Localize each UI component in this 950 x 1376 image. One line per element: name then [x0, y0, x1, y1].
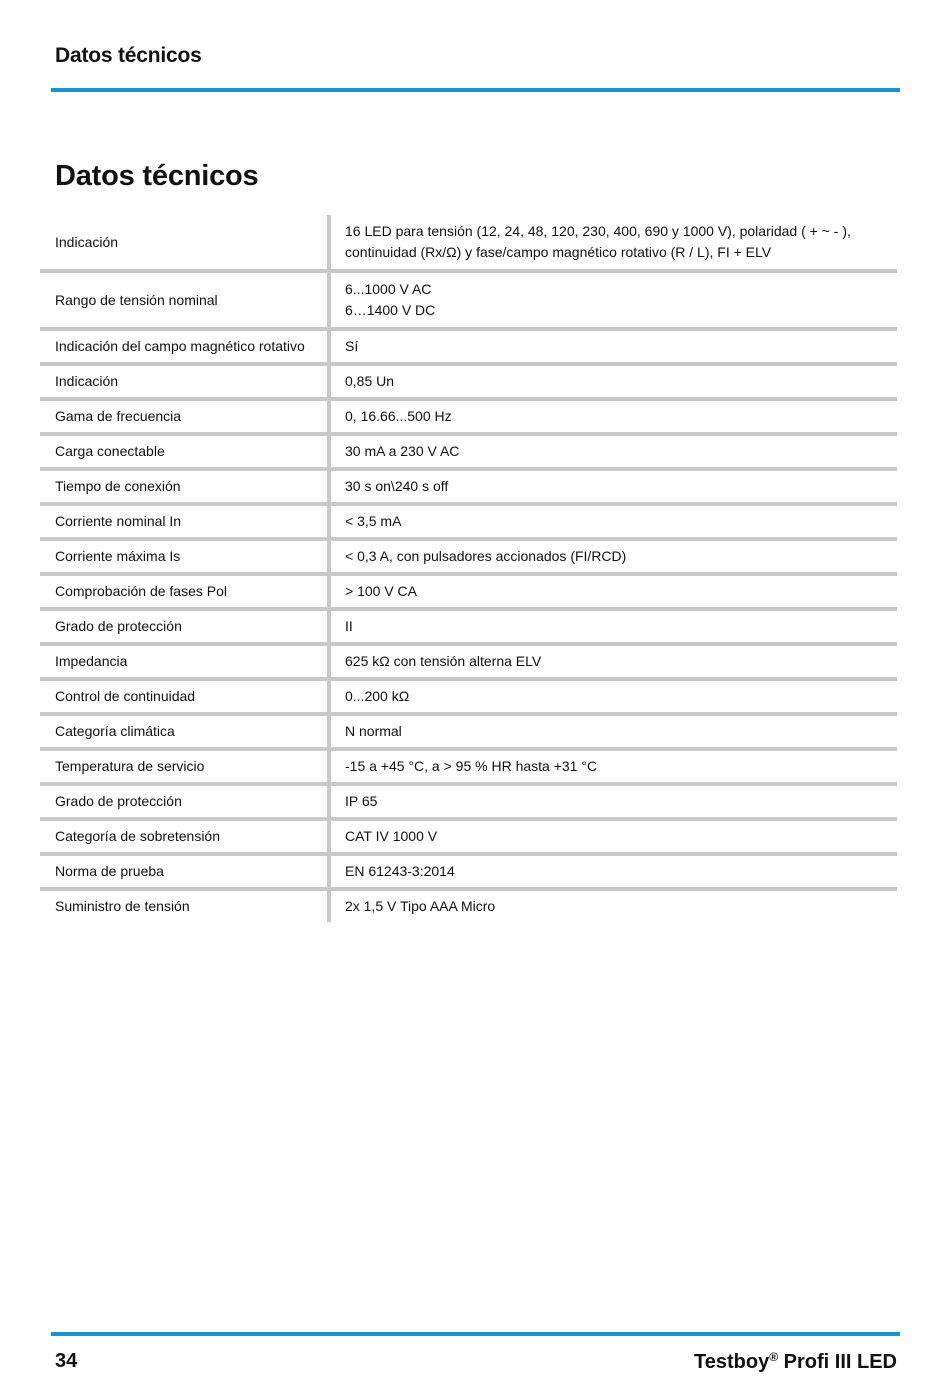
spec-value — [329, 854, 897, 889]
spec-value-line: CAT IV 1000 V — [345, 828, 438, 844]
spec-value-line: < 0,3 A, con pulsadores accionados (FI/RCD) — [345, 548, 627, 564]
product-name — [694, 1350, 897, 1374]
table-row — [40, 819, 897, 854]
spec-value-line: 625 kΩ con tensión alterna ELV — [345, 653, 542, 669]
table-row — [40, 539, 897, 574]
table-row — [40, 749, 897, 784]
spec-label: Comprobación de fases Pol — [40, 574, 329, 609]
spec-value — [329, 714, 897, 749]
spec-label: Indicación — [40, 215, 329, 271]
table-row — [40, 574, 897, 609]
spec-value — [329, 434, 897, 469]
table-row — [40, 469, 897, 504]
spec-label: Gama de frecuencia — [40, 399, 329, 434]
table-row — [40, 679, 897, 714]
running-header-title: Datos técnicos — [55, 44, 202, 67]
spec-value — [329, 329, 897, 364]
table-row — [40, 271, 897, 329]
spec-value — [329, 644, 897, 679]
table-row — [40, 784, 897, 819]
spec-value-line: II — [345, 618, 353, 634]
spec-label: Grado de protección — [40, 784, 329, 819]
spec-value — [329, 504, 897, 539]
table-row — [40, 609, 897, 644]
spec-value — [329, 215, 897, 271]
table-row — [40, 364, 897, 399]
spec-label: Categoría climática — [40, 714, 329, 749]
spec-value-line: 6…1400 V DC — [345, 302, 436, 318]
header-rule — [51, 88, 900, 92]
spec-value-line: 2x 1,5 V Tipo AAA Micro — [345, 898, 496, 914]
spec-value-line: 16 LED para tensión (12, 24, 48, 120, 230, 400, 690 y 1000 V), polaridad ( + ~ - ), — [345, 223, 851, 239]
spec-label: Temperatura de servicio — [40, 749, 329, 784]
table-row — [40, 504, 897, 539]
table-row — [40, 399, 897, 434]
spec-value-line: N normal — [345, 723, 402, 739]
spec-label: Grado de protección — [40, 609, 329, 644]
page-title: Datos técnicos — [55, 160, 259, 192]
spec-value — [329, 679, 897, 714]
spec-value-line: IP 65 — [345, 793, 378, 809]
spec-value — [329, 889, 897, 922]
spec-value — [329, 399, 897, 434]
spec-value-line: 30 s on\240 s off — [345, 478, 449, 494]
spec-label: Tiempo de conexión — [40, 469, 329, 504]
spec-value-line: 0...200 kΩ — [345, 688, 410, 704]
spec-label: Suministro de tensión — [40, 889, 329, 922]
spec-value — [329, 469, 897, 504]
table-row — [40, 854, 897, 889]
table-row — [40, 329, 897, 364]
spec-value-line: 30 mA a 230 V AC — [345, 443, 460, 459]
spec-value — [329, 364, 897, 399]
spec-value — [329, 749, 897, 784]
table-row — [40, 644, 897, 679]
brand-name: Testboy — [694, 1351, 770, 1373]
spec-value-line: 0,85 Un — [345, 373, 395, 389]
spec-value-line: continuidad (Rx/Ω) y fase/campo magnético rotativo (R / L), FI + ELV — [345, 244, 772, 260]
table-row — [40, 215, 897, 271]
footer-rule — [51, 1332, 900, 1336]
spec-label: Indicación del campo magnético rotativo — [40, 329, 329, 364]
spec-value-line: > 100 V CA — [345, 583, 417, 599]
spec-value — [329, 574, 897, 609]
spec-value — [329, 271, 897, 329]
spec-label: Categoría de sobretensión — [40, 819, 329, 854]
spec-label: Corriente máxima Is — [40, 539, 329, 574]
spec-label: Corriente nominal In — [40, 504, 329, 539]
spec-label: Norma de prueba — [40, 854, 329, 889]
model-name: Profi III LED — [783, 1351, 897, 1373]
registered-mark: ® — [769, 1350, 779, 1364]
spec-value-line: Sí — [345, 338, 359, 354]
spec-label: Impedancia — [40, 644, 329, 679]
spec-label: Rango de tensión nominal — [40, 271, 329, 329]
table-row — [40, 714, 897, 749]
table-row — [40, 434, 897, 469]
page-number: 34 — [55, 1350, 78, 1372]
technical-data-table — [40, 215, 897, 922]
spec-value-line: -15 a +45 °C, a > 95 % HR hasta +31 °C — [345, 758, 598, 774]
spec-value — [329, 539, 897, 574]
spec-label: Control de continuidad — [40, 679, 329, 714]
spec-value — [329, 819, 897, 854]
spec-value — [329, 784, 897, 819]
spec-value-line: 0, 16.66...500 Hz — [345, 408, 452, 424]
spec-label: Indicación — [40, 364, 329, 399]
spec-label: Carga conectable — [40, 434, 329, 469]
spec-value-line: EN 61243-3:2014 — [345, 863, 455, 879]
spec-value-line: < 3,5 mA — [345, 513, 402, 529]
spec-value-line: 6...1000 V AC — [345, 281, 432, 297]
table-row — [40, 889, 897, 922]
spec-value — [329, 609, 897, 644]
